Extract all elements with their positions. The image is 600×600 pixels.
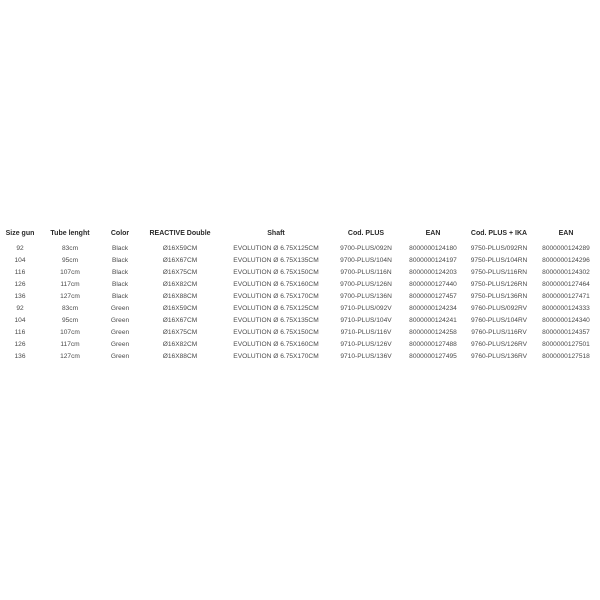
cell-reactive-double: Ø16X88CM (162, 292, 198, 300)
cell-reactive-double: Ø16X82CM (162, 341, 198, 349)
cell-cod-plus: 9710-PLUS/136V (340, 353, 392, 361)
cell-ean-ika: 8000000124302 (542, 268, 590, 276)
cell-shaft: EVOLUTION Ø 6.75X135CM (233, 317, 319, 325)
cell-color: Black (111, 292, 129, 300)
cell-ean: 8000000127457 (409, 292, 457, 300)
cell-color: Black (111, 280, 129, 288)
cell-ean: 8000000124258 (409, 329, 457, 337)
cell-reactive-double: Ø16X67CM (162, 256, 198, 264)
cell-cod-plus-ika: 9760-PLUS/126RV (471, 341, 527, 349)
cell-cod-plus: 9710-PLUS/116V (340, 329, 392, 337)
cell-cod-plus-ika: 9750-PLUS/136RN (470, 292, 528, 300)
cell-size-gun: 92 (16, 305, 24, 313)
cell-ean-ika: 8000000124296 (542, 256, 590, 264)
cell-color: Black (111, 268, 129, 276)
cell-ean-ika: 8000000124333 (542, 305, 590, 313)
cell-color: Green (110, 341, 130, 349)
table-header-row (0, 228, 600, 242)
header-cod-plus: Cod. PLUS (347, 230, 385, 237)
table-row (0, 339, 600, 351)
cell-reactive-double: Ø16X59CM (162, 244, 198, 252)
header-reactive-double: REACTIVE Double (149, 230, 211, 237)
cell-size-gun: 126 (14, 341, 26, 349)
cell-shaft: EVOLUTION Ø 6.75X160CM (233, 280, 319, 288)
cell-shaft: EVOLUTION Ø 6.75X170CM (233, 292, 319, 300)
header-shaft: Shaft (267, 230, 285, 237)
cell-tube-length: 83cm (61, 305, 79, 313)
cell-cod-plus-ika: 9750-PLUS/116RN (471, 268, 527, 276)
header-tube-length: Tube lenght (50, 230, 90, 237)
cell-cod-plus-ika: 9760-PLUS/136RV (471, 353, 527, 361)
cell-reactive-double: Ø16X75CM (162, 329, 198, 337)
product-spec-table-container (0, 228, 600, 363)
header-color: Color (110, 230, 130, 237)
table-row (0, 242, 600, 254)
cell-cod-plus-ika: 9750-PLUS/126RN (470, 280, 528, 288)
table-row (0, 278, 600, 290)
cell-cod-plus-ika: 9760-PLUS/092RV (471, 305, 527, 313)
cell-shaft: EVOLUTION Ø 6.75X135CM (233, 256, 319, 264)
cell-shaft: EVOLUTION Ø 6.75X150CM (233, 268, 319, 276)
cell-tube-length: 95cm (61, 317, 79, 325)
table-body (0, 242, 600, 363)
cell-ean: 8000000124241 (409, 317, 457, 325)
cell-ean-ika: 8000000127471 (542, 292, 590, 300)
cell-cod-plus: 9710-PLUS/126V (340, 341, 392, 349)
cell-reactive-double: Ø16X88CM (162, 353, 198, 361)
cell-size-gun: 116 (14, 268, 26, 276)
cell-ean: 8000000124180 (409, 244, 457, 252)
table-row (0, 266, 600, 278)
cell-tube-length: 127cm (60, 292, 80, 300)
cell-ean: 8000000124197 (409, 256, 457, 264)
cell-cod-plus-ika: 9760-PLUS/116RV (471, 329, 527, 337)
cell-color: Green (110, 329, 130, 337)
cell-tube-length: 83cm (61, 244, 79, 252)
cell-size-gun: 116 (14, 329, 26, 337)
header-size-gun: Size gun (5, 230, 35, 237)
cell-ean: 8000000127440 (409, 280, 457, 288)
table-row (0, 315, 600, 327)
cell-cod-plus: 9700-PLUS/104N (340, 256, 392, 264)
cell-color: Black (111, 244, 129, 252)
cell-cod-plus: 9700-PLUS/116N (340, 268, 392, 276)
cell-tube-length: 117cm (60, 341, 80, 349)
cell-shaft: EVOLUTION Ø 6.75X150CM (233, 329, 319, 337)
header-ean-ika: EAN (558, 230, 574, 237)
cell-ean: 8000000127488 (409, 341, 457, 349)
product-spec-table (0, 228, 600, 363)
cell-ean-ika: 8000000124340 (542, 317, 590, 325)
table-row (0, 290, 600, 302)
cell-ean-ika: 8000000124289 (542, 244, 590, 252)
table-row (0, 254, 600, 266)
cell-size-gun: 136 (14, 292, 26, 300)
cell-color: Black (111, 256, 129, 264)
cell-ean-ika: 8000000124357 (542, 329, 590, 337)
cell-tube-length: 127cm (60, 353, 80, 361)
cell-tube-length: 117cm (60, 280, 80, 288)
cell-size-gun: 104 (14, 317, 26, 325)
cell-color: Green (110, 317, 130, 325)
cell-color: Green (110, 305, 130, 313)
cell-tube-length: 107cm (60, 268, 80, 276)
cell-cod-plus: 9710-PLUS/092V (340, 305, 392, 313)
cell-reactive-double: Ø16X59CM (162, 305, 198, 313)
cell-ean: 8000000124234 (409, 305, 457, 313)
cell-ean-ika: 8000000127464 (542, 280, 590, 288)
header-cod-plus-ika: Cod. PLUS + IKA (470, 230, 528, 237)
cell-cod-plus-ika: 9750-PLUS/104RN (470, 256, 528, 264)
cell-size-gun: 126 (14, 280, 26, 288)
cell-size-gun: 92 (16, 244, 24, 252)
cell-ean: 8000000124203 (409, 268, 457, 276)
table-row (0, 302, 600, 314)
cell-cod-plus: 9700-PLUS/092N (340, 244, 392, 252)
cell-size-gun: 136 (14, 353, 26, 361)
table-row (0, 327, 600, 339)
header-ean: EAN (425, 230, 441, 237)
cell-shaft: EVOLUTION Ø 6.75X125CM (233, 244, 319, 252)
cell-size-gun: 104 (14, 256, 26, 264)
cell-shaft: EVOLUTION Ø 6.75X125CM (233, 305, 319, 313)
cell-shaft: EVOLUTION Ø 6.75X170CM (233, 353, 319, 361)
cell-shaft: EVOLUTION Ø 6.75X160CM (233, 341, 319, 349)
cell-cod-plus-ika: 9760-PLUS/104RV (471, 317, 527, 325)
cell-ean-ika: 8000000127501 (542, 341, 590, 349)
cell-reactive-double: Ø16X67CM (162, 317, 198, 325)
cell-cod-plus-ika: 9750-PLUS/092RN (470, 244, 528, 252)
cell-reactive-double: Ø16X75CM (162, 268, 198, 276)
cell-reactive-double: Ø16X82CM (162, 280, 198, 288)
cell-ean-ika: 8000000127518 (542, 353, 590, 361)
cell-cod-plus: 9700-PLUS/126N (340, 280, 392, 288)
cell-tube-length: 95cm (61, 256, 79, 264)
cell-tube-length: 107cm (60, 329, 80, 337)
cell-color: Green (110, 353, 130, 361)
table-row (0, 351, 600, 363)
cell-cod-plus: 9710-PLUS/104V (340, 317, 392, 325)
cell-cod-plus: 9700-PLUS/136N (340, 292, 392, 300)
cell-ean: 8000000127495 (409, 353, 457, 361)
